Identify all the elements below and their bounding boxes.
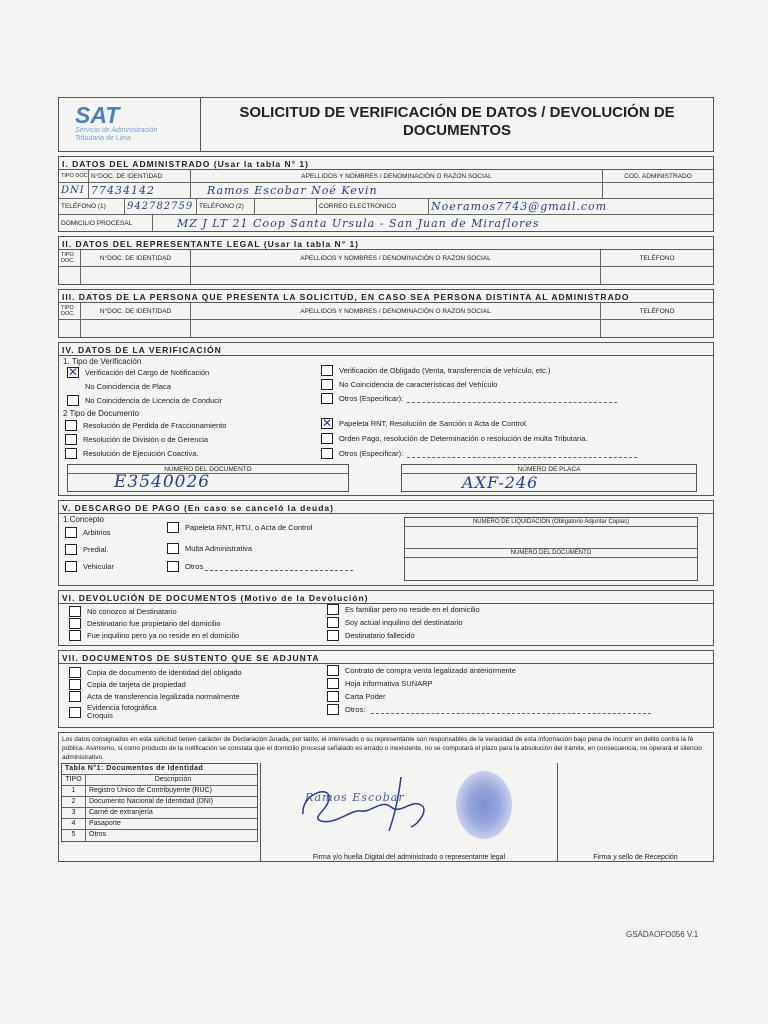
checkbox-icon[interactable] — [69, 618, 81, 629]
table-row — [62, 819, 257, 830]
form-sheet — [58, 97, 714, 862]
doc-field[interactable] — [81, 267, 191, 284]
option-soy-inquilino[interactable] — [327, 617, 463, 628]
option-fue-inquilino[interactable] — [69, 630, 239, 641]
option-label: Multa Administrativa — [185, 544, 253, 553]
col-doc: N°DOC. DE IDENTIDAD — [81, 250, 191, 266]
option-verificacion-cargo[interactable] — [67, 367, 209, 378]
option-label: Hoja informativa SUNARP — [345, 679, 433, 688]
sat-logo — [59, 98, 201, 151]
table-row — [62, 797, 257, 808]
checkbox-icon[interactable] — [327, 704, 339, 715]
tipo-doc-field[interactable]: DNI — [59, 183, 89, 198]
numero-documento-label: NÚMERO DEL DOCUMENTO — [405, 549, 697, 558]
subsection-concepto: 1.Concepto — [63, 515, 104, 524]
option-label: Fue inquilino pero ya no reside en el domicilio — [87, 631, 240, 640]
header-row — [59, 250, 713, 267]
checkbox-icon[interactable] — [167, 561, 179, 572]
checkbox-checked-icon[interactable] — [67, 367, 79, 378]
subsection-tipo-verificacion: 1. Tipo de Verificación — [63, 357, 142, 366]
option-es-familiar[interactable] — [327, 604, 480, 615]
option-label: Papeleta RNT, Resolución de Sanción o Acta de Control. — [339, 419, 528, 428]
signature-area[interactable] — [260, 763, 557, 861]
liquidacion-field[interactable] — [405, 527, 697, 549]
option-otros-verificacion[interactable] — [321, 393, 617, 404]
form-title — [201, 98, 713, 151]
fingerprint-icon — [456, 771, 512, 839]
tabla-col-tipo: TIPO — [62, 775, 86, 785]
row-description: Otros — [89, 831, 107, 838]
col-tipo: TIPO DOC. — [59, 250, 81, 266]
option-otros-documento[interactable] — [321, 448, 637, 459]
checkbox-icon[interactable] — [327, 604, 339, 615]
option-ejecucion-coactiva[interactable] — [65, 448, 198, 459]
option-papeleta-rnt[interactable] — [321, 418, 528, 429]
checkbox-icon[interactable] — [65, 434, 77, 445]
section-devolucion — [58, 590, 714, 646]
checkbox-icon[interactable] — [65, 544, 77, 555]
logo-text: SAT — [75, 102, 120, 128]
option-label: No Coincidencia de Placa — [85, 382, 171, 391]
option-papeleta[interactable] — [167, 522, 312, 533]
checkbox-icon[interactable] — [327, 630, 339, 641]
option-label: No Coincidencia de Licencia de Conducir — [85, 396, 223, 405]
numero-documento-box[interactable] — [67, 464, 349, 492]
reception-label: Firma y sello de Recepción — [593, 854, 678, 861]
numero-documento-value[interactable]: E3540026 — [114, 472, 211, 492]
tel2-label: TELÉFONO (2) — [197, 199, 255, 214]
option-label: Vehicular — [83, 562, 114, 571]
option-multa[interactable] — [167, 543, 252, 554]
tabla-title: Tabla N°1: Documentos de Identidad — [65, 765, 204, 772]
option-acta-transferencia[interactable] — [69, 691, 240, 702]
logo-subtitle-2: Tributaria de Lima — [75, 135, 131, 142]
section-representante — [58, 236, 714, 285]
tel1-field[interactable]: 942782759 — [125, 199, 197, 214]
option-label: Verificación de Obligado (Venta, transferencia de vehículo, etc.) — [339, 366, 551, 375]
checkbox-icon[interactable] — [65, 561, 77, 572]
checkbox-icon[interactable] — [321, 379, 333, 390]
option-label: Soy actual inquilino del destinatario — [345, 618, 463, 627]
option-label: Otros (Especificar): — [339, 449, 404, 458]
option-perdida-fraccionamiento[interactable] — [65, 420, 226, 431]
option-arbitrios[interactable] — [65, 527, 111, 538]
col-cod: COD. ADMINISTRADO — [624, 172, 692, 180]
option-label: Destinatario fue propietario del domicilio — [87, 619, 221, 628]
form-code: GSADAOFO056 V.1 — [626, 930, 699, 939]
option-fallecido[interactable] — [327, 630, 415, 641]
col-name: APELLIDOS Y NOMBRES / DENOMINACIÓN O RAZON SOCIAL — [191, 303, 601, 319]
section-title: VII. DOCUMENTOS DE SUSTENTO QUE SE ADJUNTA — [59, 651, 713, 664]
data-row — [59, 267, 713, 284]
reception-area[interactable] — [557, 763, 713, 861]
checkbox-icon[interactable] — [69, 606, 81, 617]
checkbox-icon[interactable] — [321, 365, 333, 376]
header-row — [59, 170, 713, 183]
tabla-header-row — [62, 775, 257, 786]
option-label: Otros: — [345, 705, 366, 714]
specify-line[interactable] — [205, 563, 353, 571]
table-row — [62, 830, 257, 841]
option-orden-pago[interactable] — [321, 433, 587, 444]
option-label: No Coincidencia de características del Vehículo — [339, 380, 498, 389]
header-row — [59, 303, 713, 320]
name-field[interactable] — [191, 320, 601, 337]
tel-field[interactable] — [601, 267, 713, 284]
option-label: Contrato de compra venta legalizado anteriormente — [345, 666, 516, 675]
table-row — [62, 808, 257, 819]
option-evidencia-croquis[interactable] — [69, 704, 157, 720]
checkbox-checked-icon[interactable] — [321, 418, 333, 429]
phone-row — [59, 199, 713, 215]
option-copia-identidad[interactable] — [69, 667, 242, 678]
col-doc: N°DOC. DE IDENTIDAD — [89, 170, 191, 182]
option-label-group — [87, 704, 157, 720]
checkbox-icon[interactable] — [167, 543, 179, 554]
option-label: Resolución de Perdida de Fraccionamiento — [83, 421, 227, 430]
declaration-text: Los datos consignados en esta solicitud tienen carácter de Declaración Jurada, por tanto, el interesado o su representante son responsables de la veracidad de esta información bajo pena de incurrir en delito contra la fé pública. Asimismo, si como producto de la notificación se constata que el domicilio procesal señalado es errado o inexistente, no se computará el plazo para la absolución del trámite, en consecuencia, no operará el silencio administrativo. — [62, 736, 702, 761]
table-row — [62, 786, 257, 797]
checkbox-icon[interactable] — [327, 617, 339, 628]
section-title: V. DESCARGO DE PAGO (En caso se canceló la deuda) — [59, 501, 713, 514]
option-division-gerencia[interactable] — [65, 434, 208, 445]
section-descargo-pago — [58, 500, 714, 586]
option-label: Copia de documento de identidad del obligado — [87, 668, 242, 677]
tipo-field[interactable] — [59, 267, 81, 284]
liquidacion-label: NÚMERO DE LIQUIDACIÓN (Obligatorio Adjuntar Copias) — [405, 518, 697, 527]
option-label: Evidencia fotográfica — [87, 703, 157, 712]
name-field[interactable]: Ramos Escobar Noé Kevin — [191, 183, 603, 198]
section-administrado — [58, 156, 714, 232]
option-label: No conozco al Destinatario — [87, 607, 177, 616]
row-number: 1 — [62, 786, 86, 796]
numero-placa-box[interactable] — [401, 464, 697, 492]
option-label: Resolución de División o de Gerencia — [83, 435, 209, 444]
row-description: Pasaporte — [89, 820, 121, 827]
specify-line[interactable] — [371, 706, 651, 714]
option-contrato-compra[interactable] — [327, 665, 516, 676]
checkbox-icon[interactable] — [65, 448, 77, 459]
section-title: II. DATOS DEL REPRESENTANTE LEGAL (Usar la tabla N° 1) — [59, 237, 713, 250]
numero-placa-value[interactable]: AXF-246 — [462, 473, 539, 492]
row-description: Documento Nacional de Identidad (DNI) — [89, 798, 214, 805]
option-label: Copia de tarjeta de propiedad — [87, 680, 186, 689]
section-title: VI. DEVOLUCIÓN DE DOCUMENTOS (Motivo de la Devolución) — [59, 591, 713, 604]
row-number: 2 — [62, 797, 86, 807]
liquidacion-box[interactable] — [404, 517, 698, 581]
checkbox-icon[interactable] — [321, 433, 333, 444]
tel1-label: TELÉFONO (1) — [59, 199, 125, 214]
signature-label: Firma y/o huella Digital del administrado o representante legal — [312, 854, 506, 861]
option-coincidencia-placa[interactable] — [67, 381, 171, 392]
tabla-title-row — [62, 764, 257, 775]
option-carta-poder[interactable] — [327, 691, 385, 702]
subsection-tipo-documento: 2 Tipo de Documento — [63, 409, 140, 418]
row-description: Registro Único de Contribuyente (RUC) — [89, 787, 212, 794]
option-coincidencia-licencia[interactable] — [67, 395, 222, 406]
option-caracteristicas-vehiculo[interactable] — [321, 379, 497, 390]
tabla-col-desc: Descripción — [154, 776, 192, 783]
checkbox-icon[interactable] — [69, 691, 81, 702]
col-tel: TELÉFONO — [639, 307, 675, 315]
title-line-1: SOLICITUD DE VERIFICACIÓN DE DATOS / DEVOLUCIÓN DE — [239, 104, 675, 121]
option-fue-propietario[interactable] — [69, 618, 220, 629]
row-number: 3 — [62, 808, 86, 818]
doc-field[interactable] — [81, 320, 191, 337]
checkbox-icon[interactable] — [327, 665, 339, 676]
tel2-field[interactable] — [255, 199, 317, 214]
row-number: 4 — [62, 819, 86, 829]
numero-placa-label: NÚMERO DE PLACA — [402, 465, 696, 474]
signature-scribble-icon — [291, 769, 451, 839]
row-description: Carné de extranjería — [89, 809, 153, 816]
data-row — [59, 183, 713, 199]
option-label: Papeleta RNT, RTU, o Acta de Control — [185, 523, 313, 532]
option-vehicular[interactable] — [65, 561, 114, 572]
checkbox-icon[interactable] — [327, 678, 339, 689]
option-label: Otros (Especificar): — [339, 394, 404, 403]
option-hoja-sunarp[interactable] — [327, 678, 433, 689]
tabla-documentos — [61, 763, 258, 842]
option-label: Resolución de Ejecución Coactiva. — [83, 449, 199, 458]
email-field[interactable]: Noeramos7743@gmail.com — [431, 200, 608, 213]
section-title: I. DATOS DEL ADMINISTRADO (Usar la tabla N° 1) — [59, 157, 713, 170]
col-tipo: TIPO DOC — [59, 170, 89, 182]
col-doc: N°DOC. DE IDENTIDAD — [81, 303, 191, 319]
col-tipo: TIPO DOC. — [59, 303, 81, 319]
section-title: III. DATOS DE LA PERSONA QUE PRESENTA LA SOLICITUD, EN CASO SEA PERSONA DISTINTA AL ADMINISTRADO — [59, 290, 713, 303]
checkbox-icon[interactable] — [65, 420, 77, 431]
option-predial[interactable] — [65, 544, 108, 555]
option-label: Otros — [185, 562, 204, 571]
col-name: APELLIDOS Y NOMBRES / DENOMINACIÓN O RAZON SOCIAL — [191, 250, 601, 266]
option-tarjeta-propiedad[interactable] — [69, 679, 186, 690]
section-title: IV. DATOS DE LA VERIFICACIÓN — [59, 343, 713, 356]
checkbox-icon[interactable] — [69, 630, 81, 641]
option-otros-concepto[interactable] — [167, 561, 353, 572]
col-tel: TELÉFONO — [639, 254, 675, 262]
checkbox-icon[interactable] — [67, 395, 79, 406]
option-label: Destinatario fallecido — [345, 631, 415, 640]
checkbox-icon[interactable] — [69, 679, 81, 690]
option-label: Croquis — [87, 711, 113, 720]
specify-line[interactable] — [407, 450, 637, 458]
checkbox-icon[interactable] — [327, 691, 339, 702]
email-label: CORREO ELECTRONICO — [317, 199, 429, 214]
specify-line[interactable] — [407, 395, 617, 403]
data-row — [59, 320, 713, 337]
doc-number-field[interactable]: 77434142 — [89, 183, 191, 198]
address-label: DOMICILIO PROCESAL — [59, 215, 153, 231]
checkbox-icon[interactable] — [65, 527, 77, 538]
title-line-2: DOCUMENTOS — [402, 122, 512, 139]
checkbox-icon[interactable] — [67, 381, 79, 392]
option-label: Predial. — [83, 545, 109, 554]
option-label: Verificación del Cargo de Notificación — [85, 368, 210, 377]
option-label: Acta de transferencia legalizada normalmente — [87, 692, 240, 701]
tel-field[interactable] — [601, 320, 713, 337]
logo-subtitle-1: Servicio de Administración — [75, 127, 158, 134]
checkbox-icon[interactable] — [321, 393, 333, 404]
numero-documento-label: NÚMERO DEL DOCUMENTO — [68, 465, 348, 474]
checkbox-icon[interactable] — [321, 448, 333, 459]
section-verificacion — [58, 342, 714, 496]
checkbox-icon[interactable] — [69, 667, 81, 678]
section-solicitante — [58, 289, 714, 338]
tipo-field[interactable] — [59, 320, 81, 337]
option-verificacion-obligado[interactable] — [321, 365, 550, 376]
checkbox-icon[interactable] — [69, 707, 81, 718]
name-field[interactable] — [191, 267, 601, 284]
address-field[interactable]: MZ J LT 21 Coop Santa Ursula - San Juan de Miraflores — [177, 216, 540, 230]
option-no-conozco[interactable] — [69, 606, 177, 617]
declaration-block — [58, 732, 714, 862]
checkbox-icon[interactable] — [167, 522, 179, 533]
signature-text: Ramos Escobar — [305, 791, 405, 804]
form-header — [58, 97, 714, 152]
option-label: Arbitrios — [83, 528, 111, 537]
address-row — [59, 215, 713, 231]
col-name: APELLIDOS Y NOMBRES / DENOMINACIÓN O RAZON SOCIAL — [191, 170, 603, 182]
row-number: 5 — [62, 830, 86, 841]
option-otros-sustento[interactable] — [327, 704, 651, 715]
option-label: Es familiar pero no reside en el domicilio — [345, 605, 480, 614]
option-label: Orden Pago, resolución de Determinación o resolución de multa Tributaria. — [339, 434, 588, 443]
option-label: Carta Poder — [345, 692, 386, 701]
cod-field[interactable] — [603, 183, 713, 198]
section-sustento — [58, 650, 714, 728]
